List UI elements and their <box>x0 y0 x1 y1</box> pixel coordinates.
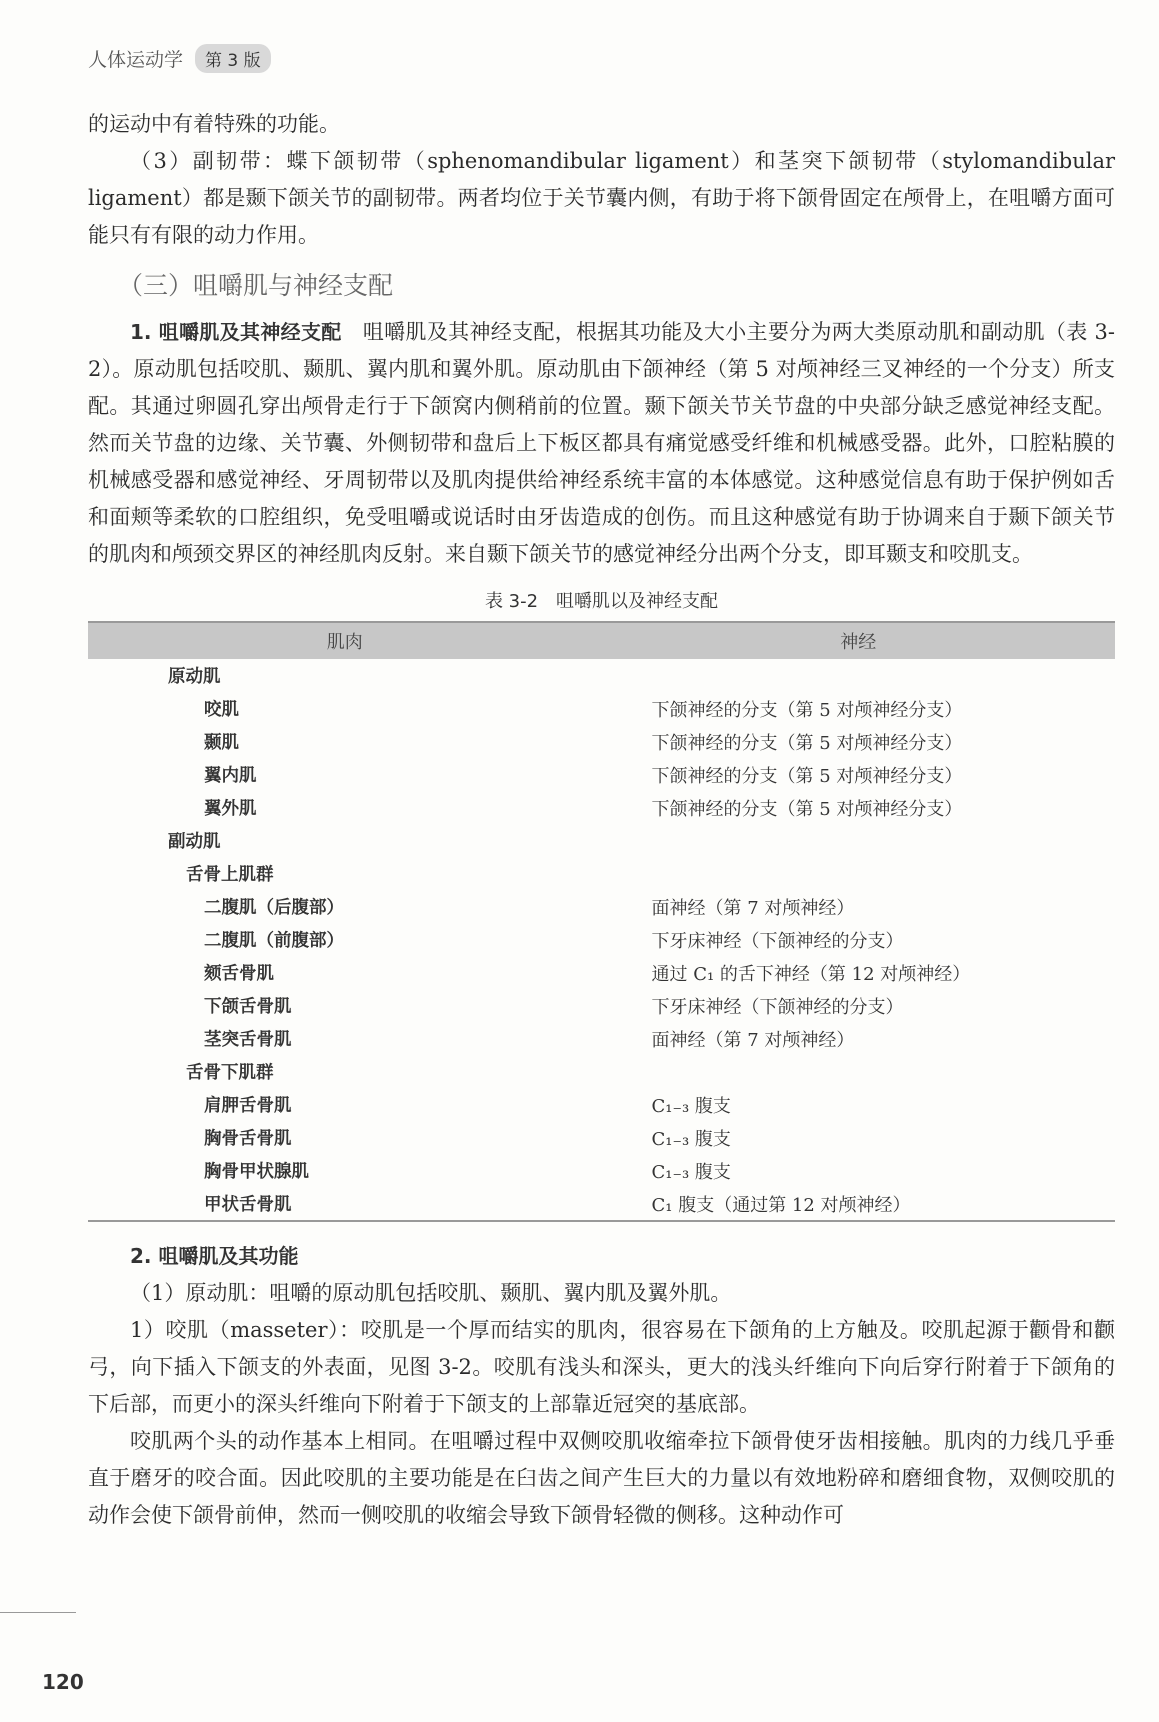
table-row <box>88 824 1115 857</box>
table-row <box>88 791 1115 824</box>
muscle-cell: 咬肌 <box>204 700 239 720</box>
para-sub2 <box>88 1238 1115 1275</box>
table-row <box>88 1022 1115 1055</box>
muscle-cell: 原动肌 <box>168 667 221 687</box>
para-masseter-action: 咬肌两个头的动作基本上相同。在咀嚼过程中双侧咬肌收缩牵拉下颌骨使牙齿相接触。肌肉的力线几乎垂直于磨牙的咬合面。因此咬肌的主要功能是在臼齿之间产生巨大的力量以有效地粉碎和磨细食物，双侧咬肌的动作会使下颌骨前伸，然而一侧咬肌的收缩会导致下颌骨轻微的侧移。这种动作可 <box>88 1429 1115 1527</box>
muscle-cell: 甲状舌骨肌 <box>88 1187 602 1221</box>
table-caption: 表 3-2 咀嚼肌以及神经支配 <box>484 591 719 612</box>
nerve-cell: C₁ 腹支（通过第 12 对颅神经） <box>602 1187 1116 1221</box>
nerve-cell <box>602 1055 1116 1088</box>
col-header-nerve: 神经 <box>602 622 1116 659</box>
table-row <box>88 956 1115 989</box>
nerve-cell: 下颌神经的分支（第 5 对颅神经分支） <box>651 798 963 820</box>
table-row <box>88 923 1115 956</box>
nerve-cell: C₁₋₃ 腹支 <box>651 1128 731 1150</box>
nerve-table <box>88 621 1115 1222</box>
edition-badge: 第 3 版 <box>195 44 271 73</box>
book-title: 人体运动学 <box>88 49 184 71</box>
muscle-cell: 肩胛舌骨肌 <box>204 1096 292 1116</box>
muscle-cell: 舌骨下肌群 <box>186 1063 274 1083</box>
intro-line: 的运动中有着特殊的功能。 <box>88 112 340 136</box>
table-row <box>88 857 1115 890</box>
sub2-title: 2. 咀嚼肌及其功能 <box>130 1244 299 1268</box>
col-header-muscle: 肌肉 <box>88 622 602 659</box>
page-body <box>88 106 1115 1534</box>
table-row <box>88 659 1115 692</box>
nerve-cell: 下颌神经的分支（第 5 对颅神经分支） <box>651 699 963 721</box>
para-sub1 <box>88 314 1115 573</box>
running-header <box>88 44 271 73</box>
para-accessory-ligament: （3）副韧带：蝶下颌韧带（sphenomandibular ligament）和茎突下颌韧带（stylomandibular ligament）都是颞下颌关节的副韧带。两者均位于关节囊内侧，有助于将下颌骨固定在颅骨上，在咀嚼方面可能只有有限的动力作用。 <box>88 149 1115 247</box>
table-row <box>88 1055 1115 1088</box>
table-row <box>88 725 1115 758</box>
page-number: 120 <box>42 1670 84 1694</box>
muscle-cell: 胸骨甲状腺肌 <box>204 1162 309 1182</box>
nerve-cell: 下牙床神经（下颌神经的分支） <box>651 996 904 1018</box>
nerve-cell: 面神经（第 7 对颅神经） <box>651 1029 855 1051</box>
muscle-cell: 舌骨上肌群 <box>186 865 274 885</box>
sub1-text: 咀嚼肌及其神经支配，根据其功能及大小主要分为两大类原动肌和副动肌（表 3-2）。原动肌包括咬肌、颞肌、翼内肌和翼外肌。原动肌由下颌神经（第 5 对颅神经三叉神经的一个分支）所支配。其通过卵圆孔穿出颅骨走行于下颌窝内侧稍前的位置。颞下颌关节关节盘的中央部分缺乏感觉神经支配。然而关节盘的边缘、关节囊、外侧韧带和盘后上下板区都具有痛觉感受纤维和机械感受器。此外，口腔粘膜的机械感受器和感觉神经、牙周韧带以及肌肉提供给神经系统丰富的本体感觉。这种感觉信息有助于保护例如舌和面颊等柔软的口腔组织，免受咀嚼或说话时由牙齿造成的创伤。而且这种感觉有助于协调来自于颞下颌关节的肌肉和颅颈交界区的神经肌肉反射。来自颞下颌关节的感觉神经分出两个分支，即耳颞支和咬肌支。 <box>88 320 1115 566</box>
table-row <box>88 1088 1115 1121</box>
footer-rule <box>0 1612 76 1613</box>
table-row <box>88 1121 1115 1154</box>
nerve-cell <box>602 824 1116 857</box>
section-title: （三）咀嚼肌与神经支配 <box>118 271 394 300</box>
table-row <box>88 758 1115 791</box>
nerve-cell: 通过 C₁ 的舌下神经（第 12 对颅神经） <box>651 963 971 985</box>
muscle-cell: 二腹肌（前腹部） <box>204 931 344 951</box>
table-row <box>88 692 1115 725</box>
nerve-cell <box>602 857 1116 890</box>
nerve-cell <box>602 659 1116 692</box>
nerve-cell: 面神经（第 7 对颅神经） <box>651 897 855 919</box>
para-masseter: 1）咬肌（masseter）：咬肌是一个厚而结实的肌肉，很容易在下颌角的上方触及。咬肌起源于颧骨和颧弓，向下插入下颌支的外表面，见图 3-2。咬肌有浅头和深头，更大的浅头纤维向下向后穿行附着于下颌角的下后部，而更小的深头纤维向下附着于下颌支的上部靠近冠突的基底部。 <box>88 1318 1115 1416</box>
table-row <box>88 989 1115 1022</box>
muscle-cell: 翼内肌 <box>204 766 257 786</box>
nerve-cell: 下颌神经的分支（第 5 对颅神经分支） <box>651 765 963 787</box>
nerve-cell: 下牙床神经（下颌神经的分支） <box>651 930 904 952</box>
muscle-cell: 茎突舌骨肌 <box>204 1030 292 1050</box>
nerve-cell: C₁₋₃ 腹支 <box>651 1161 731 1183</box>
table-row <box>88 1154 1115 1187</box>
muscle-cell: 颞肌 <box>204 733 239 753</box>
nerve-cell: 下颌神经的分支（第 5 对颅神经分支） <box>651 732 963 754</box>
sub1-title: 1. 咀嚼肌及其神经支配 <box>130 320 342 344</box>
muscle-cell: 颏舌骨肌 <box>204 964 274 984</box>
para-prime-movers: （1）原动肌：咀嚼的原动肌包括咬肌、颞肌、翼内肌及翼外肌。 <box>130 1281 732 1305</box>
muscle-cell: 副动肌 <box>168 832 221 852</box>
table-row <box>88 1187 1115 1221</box>
muscle-cell: 翼外肌 <box>204 799 257 819</box>
muscle-cell: 下颌舌骨肌 <box>204 997 292 1017</box>
table-row <box>88 890 1115 923</box>
muscle-cell: 二腹肌（后腹部） <box>204 898 344 918</box>
nerve-cell: C₁₋₃ 腹支 <box>651 1095 731 1117</box>
muscle-cell: 胸骨舌骨肌 <box>204 1129 292 1149</box>
